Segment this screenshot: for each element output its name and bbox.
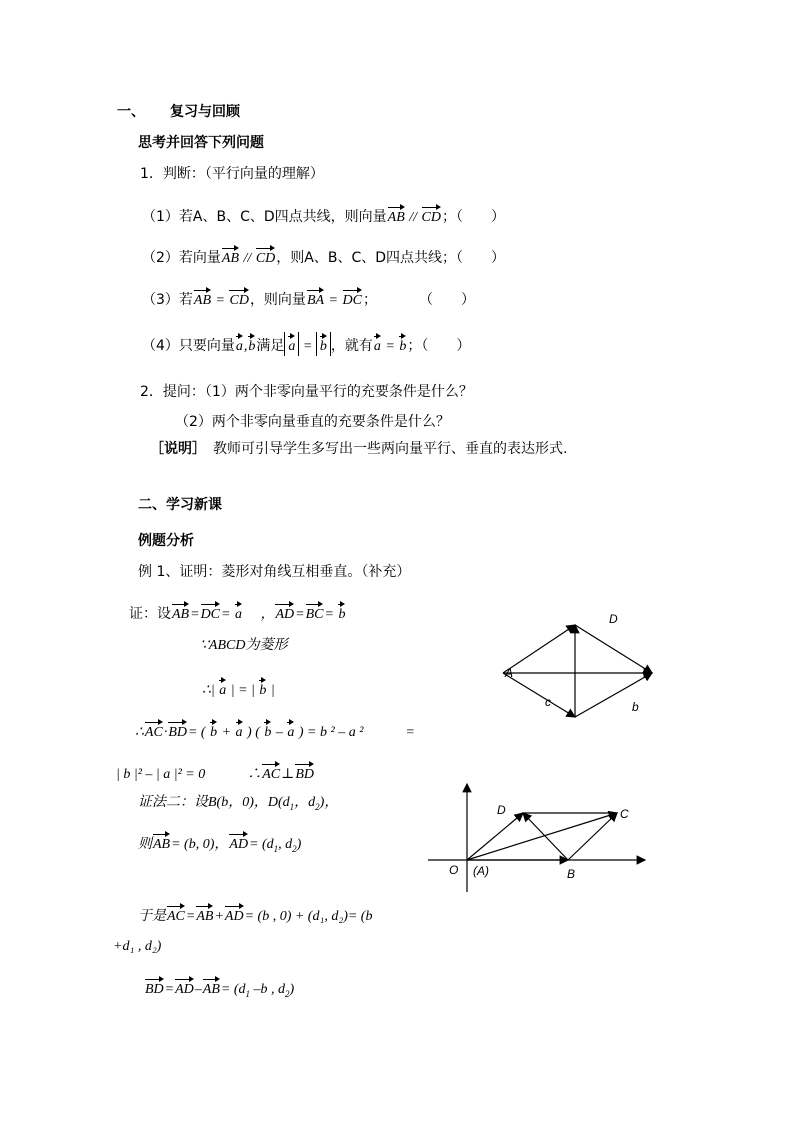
item-4-mid2: ，就有 <box>330 338 373 354</box>
diff-line: $BD=AD-AB= (d_1$ –b , $d_2$) <box>144 975 294 1003</box>
rhombus-edge-dc <box>575 625 652 673</box>
rhombus-edge-ab <box>503 673 575 717</box>
item-4: （4）只要向量a,b满足 a = b ，就有a = b；（ ） <box>142 332 470 356</box>
label-b2: B <box>567 867 576 881</box>
item-2: （2）若向量AB // CD，则A、B、C、D四点共线；（ ） <box>142 244 505 268</box>
vector-ac <box>467 813 617 860</box>
product-tail: = b ² – a ² = <box>307 725 415 740</box>
item-1-suffix: ；（ ） <box>442 209 505 225</box>
label-d2: D <box>497 803 506 817</box>
rhombus-edge-bc <box>575 673 652 717</box>
equal-abs-line: ∴| a | = | b | <box>202 676 275 700</box>
section-title: 复习与回顾 <box>170 104 240 120</box>
question-2b: （2）两个非零向量垂直的充要条件是什么？ <box>175 414 450 430</box>
item-1: （1）若A、B、C、D四点共线，则向量AB // CD；（ ） <box>142 203 505 227</box>
section-2-subtitle: 例题分析 <box>138 533 194 549</box>
result-text: | b |² – | a |² = 0 <box>116 767 206 782</box>
label-b: b <box>632 700 639 714</box>
dot-product-line: ∴AC·BD= ( b + a ) ( b – a ) = b ² – a ² = <box>135 718 415 742</box>
item-4-suffix: ；（ ） <box>407 338 471 354</box>
rhombus-line: ∵ABCD为菱形 <box>200 638 288 653</box>
item-2-suffix: ，则A、B、C、D四点共线；（ ） <box>276 250 506 266</box>
proof-prefix: 证：设 <box>129 606 171 622</box>
example-1: 例 1、证明：菱形对角线互相垂直。（补充） <box>138 564 411 580</box>
method-2-text: 证法二：设B(b，0)，D(d <box>138 795 290 810</box>
label-d: D <box>609 612 618 626</box>
rhombus-diagram <box>495 605 670 730</box>
question-1: 1．判断：（平行向量的理解） <box>140 166 324 182</box>
section-number: 一、 <box>117 104 145 120</box>
vector-bd <box>523 813 568 860</box>
sum-line: 于是AC=AB+AD= (b , 0) + (d₁, d₂)= (b <box>138 902 372 926</box>
label-a2: (A) <box>473 864 489 878</box>
label-c: c <box>545 695 551 709</box>
question-2a: 2．提问：（1）两个非零向量平行的充要条件是什么？ <box>140 384 473 400</box>
rhombus-edge-ad <box>503 625 575 673</box>
item-1-text: （1）若A、B、C、D四点共线，则向量 <box>142 209 387 225</box>
vector-ad <box>467 813 523 860</box>
item-2-text: （2）若向量 <box>142 250 221 266</box>
label-o: O <box>449 863 459 877</box>
label-a: A <box>505 666 514 680</box>
item-4-text: （4）只要向量 <box>142 338 235 354</box>
item-4-mid: 满足 <box>256 338 285 354</box>
item-3: （3）若AB = CD，则向量BA = DC； （ ） <box>142 286 475 310</box>
result-line: | b |² – | a |² = 0 ∴AC⊥BD <box>116 760 315 784</box>
coordinate-diagram <box>425 780 650 895</box>
item-3-text: （3）若 <box>142 292 193 308</box>
note-label: ［说明］ <box>150 441 199 457</box>
item-3-suffix: ； （ ） <box>362 292 475 308</box>
proof-setup: 证：设AB=DC= a ，AD=BC= b <box>129 600 346 624</box>
label-c2: C <box>620 807 629 821</box>
sum-tail: = (b , 0) + (d₁, d₂)= (b <box>244 909 373 924</box>
note <box>150 440 567 458</box>
then-prefix: 则 <box>138 837 152 852</box>
item-3-mid: ，则向量 <box>249 292 306 308</box>
section-2-title: 二、学习新课 <box>138 497 222 513</box>
method-2: 证法二：设B(b，0)，$D(d_1$，$d_2$)， <box>138 795 339 812</box>
section-subtitle: 思考并回答下列问题 <box>138 135 264 151</box>
sum-cont: +d₁ , d₂) <box>113 939 162 954</box>
note-text: 教师可引导学生多写出一些两向量平行、垂直的表达形式. <box>213 441 568 457</box>
sum-prefix: 于是 <box>138 909 166 924</box>
method-2-vectors: 则AB= (b, 0)，$AD= (d_1$, $d_2$) <box>138 830 301 858</box>
